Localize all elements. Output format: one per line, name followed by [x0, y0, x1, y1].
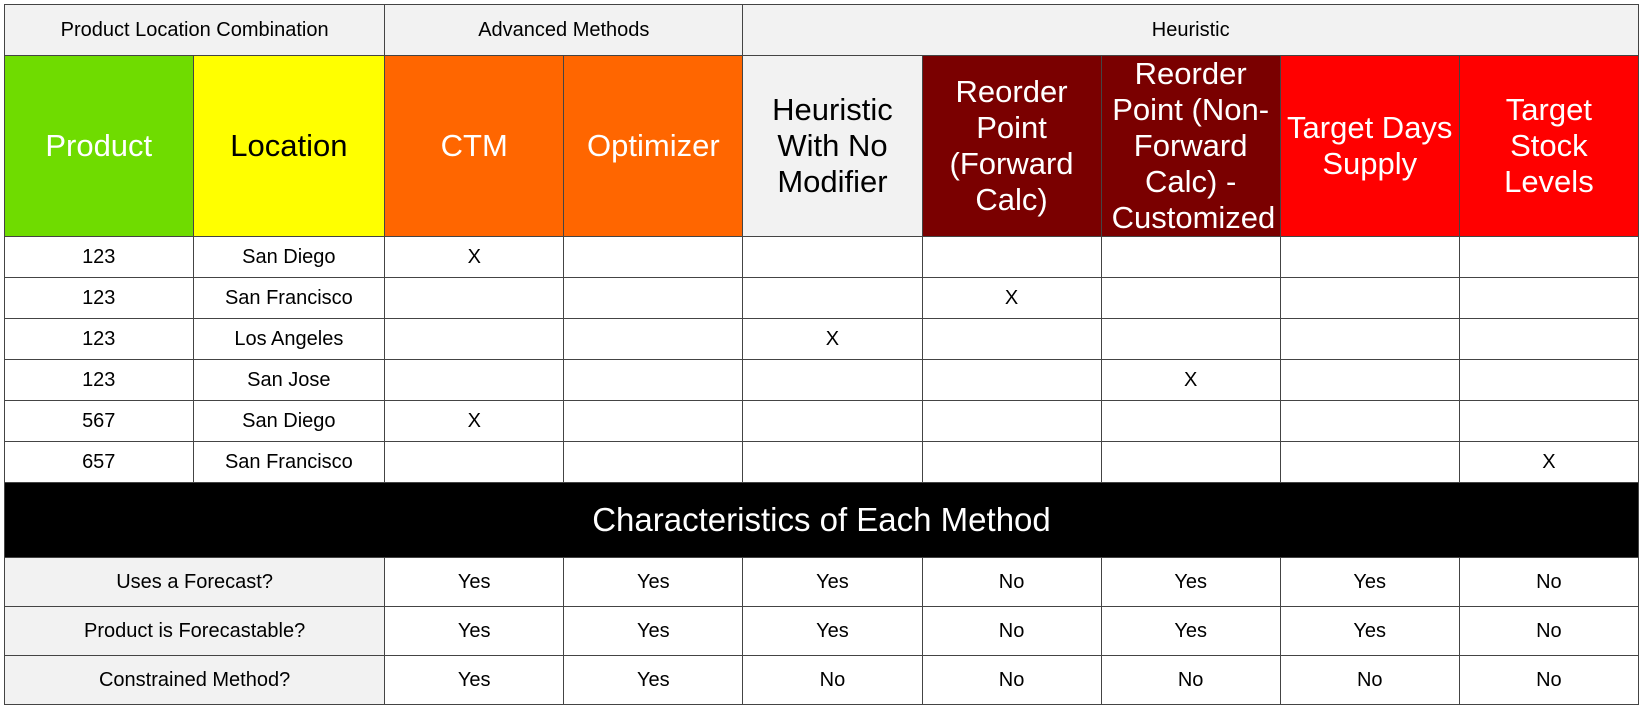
characteristic-value: Yes — [1280, 607, 1459, 656]
characteristic-value: Yes — [1101, 558, 1280, 607]
method-mark-cell — [1101, 319, 1280, 360]
characteristic-value: No — [1459, 607, 1638, 656]
characteristic-name: Constrained Method? — [5, 656, 385, 705]
product-cell: 123 — [5, 278, 194, 319]
column-header-reorder-point-forward: Reorder Point (Forward Calc) — [922, 56, 1101, 237]
location-cell: San Diego — [193, 237, 385, 278]
method-mark-cell — [1459, 237, 1638, 278]
characteristic-value: Yes — [1280, 558, 1459, 607]
method-mark-cell — [564, 237, 743, 278]
column-header-optimizer: Optimizer — [564, 56, 743, 237]
method-mark-cell — [1459, 319, 1638, 360]
method-mark-cell — [564, 401, 743, 442]
column-header-ctm: CTM — [385, 56, 564, 237]
method-mark-cell — [743, 278, 922, 319]
method-mark-cell — [1101, 237, 1280, 278]
method-mark-cell: X — [1459, 442, 1638, 483]
method-mark-cell — [1459, 278, 1638, 319]
location-cell: San Jose — [193, 360, 385, 401]
characteristic-value: Yes — [385, 656, 564, 705]
location-cell: Los Angeles — [193, 319, 385, 360]
method-mark-cell — [1280, 442, 1459, 483]
method-mark-cell — [743, 237, 922, 278]
method-mark-cell — [385, 442, 564, 483]
method-mark-cell — [1280, 319, 1459, 360]
characteristic-value: Yes — [1101, 607, 1280, 656]
characteristic-name: Uses a Forecast? — [5, 558, 385, 607]
method-table-container — [4, 4, 1639, 705]
method-mark-cell — [385, 319, 564, 360]
product-cell: 567 — [5, 401, 194, 442]
method-mark-cell — [922, 401, 1101, 442]
method-comparison-table — [4, 4, 1639, 705]
method-mark-cell — [1459, 360, 1638, 401]
location-cell: San Diego — [193, 401, 385, 442]
column-header-target-days-supply: Target Days Supply — [1280, 56, 1459, 237]
method-mark-cell — [1101, 278, 1280, 319]
method-mark-cell — [564, 442, 743, 483]
method-mark-cell — [1101, 401, 1280, 442]
location-cell: San Francisco — [193, 278, 385, 319]
product-cell: 123 — [5, 237, 194, 278]
product-cell: 123 — [5, 360, 194, 401]
method-mark-cell: X — [1101, 360, 1280, 401]
characteristics-banner: Characteristics of Each Method — [5, 483, 1639, 558]
method-mark-cell — [1280, 360, 1459, 401]
method-mark-cell — [564, 319, 743, 360]
table-row — [5, 237, 1639, 278]
method-mark-cell — [1280, 401, 1459, 442]
column-header-row — [5, 56, 1639, 237]
characteristic-value: No — [1459, 558, 1638, 607]
location-cell: San Francisco — [193, 442, 385, 483]
column-header-reorder-point-non-forward: Reorder Point (Non-Forward Calc) - Customized — [1101, 56, 1280, 237]
characteristic-value: No — [1459, 656, 1638, 705]
banner-row — [5, 483, 1639, 558]
method-mark-cell — [1280, 278, 1459, 319]
characteristic-value: Yes — [564, 607, 743, 656]
characteristic-value: Yes — [743, 607, 922, 656]
column-header-location: Location — [193, 56, 385, 237]
method-mark-cell — [922, 442, 1101, 483]
table-row — [5, 401, 1639, 442]
characteristic-value: Yes — [743, 558, 922, 607]
characteristic-value: No — [922, 656, 1101, 705]
characteristic-value: No — [1101, 656, 1280, 705]
column-header-product: Product — [5, 56, 194, 237]
characteristic-value: No — [922, 558, 1101, 607]
table-row — [5, 278, 1639, 319]
method-mark-cell — [1459, 401, 1638, 442]
method-mark-cell — [564, 278, 743, 319]
method-mark-cell: X — [385, 401, 564, 442]
method-mark-cell: X — [385, 237, 564, 278]
group-header-row — [5, 5, 1639, 56]
characteristic-row — [5, 558, 1639, 607]
characteristic-value: Yes — [564, 558, 743, 607]
characteristic-row — [5, 656, 1639, 705]
method-mark-cell — [385, 360, 564, 401]
method-mark-cell — [743, 360, 922, 401]
method-mark-cell — [1280, 237, 1459, 278]
characteristic-name: Product is Forecastable? — [5, 607, 385, 656]
table-row — [5, 360, 1639, 401]
method-mark-cell — [922, 319, 1101, 360]
method-mark-cell: X — [922, 278, 1101, 319]
column-header-heuristic-no-modifier: Heuristic With No Modifier — [743, 56, 922, 237]
group-product-location: Product Location Combination — [5, 5, 385, 56]
characteristic-value: No — [1280, 656, 1459, 705]
method-mark-cell — [743, 401, 922, 442]
characteristic-row — [5, 607, 1639, 656]
group-heuristic: Heuristic — [743, 5, 1639, 56]
characteristic-value: No — [743, 656, 922, 705]
characteristic-value: Yes — [385, 558, 564, 607]
method-mark-cell — [385, 278, 564, 319]
product-cell: 657 — [5, 442, 194, 483]
characteristic-value: Yes — [564, 656, 743, 705]
method-mark-cell — [922, 360, 1101, 401]
characteristic-value: Yes — [385, 607, 564, 656]
method-mark-cell — [564, 360, 743, 401]
table-row — [5, 319, 1639, 360]
column-header-target-stock-levels: Target Stock Levels — [1459, 56, 1638, 237]
group-advanced-methods: Advanced Methods — [385, 5, 743, 56]
method-mark-cell — [922, 237, 1101, 278]
method-mark-cell — [1101, 442, 1280, 483]
characteristic-value: No — [922, 607, 1101, 656]
method-mark-cell: X — [743, 319, 922, 360]
method-mark-cell — [743, 442, 922, 483]
table-row — [5, 442, 1639, 483]
product-cell: 123 — [5, 319, 194, 360]
